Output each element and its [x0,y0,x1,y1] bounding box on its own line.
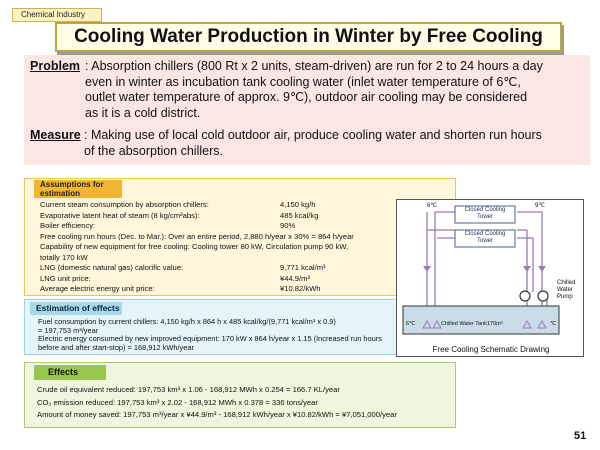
temp-right-top: 9℃ [535,203,546,209]
free-cooling-schematic [396,199,584,357]
effects-text [37,384,455,422]
assumption-value: ¥10.82/kWh [280,284,321,293]
tank-temp-left: 6℃ [406,321,416,327]
estimation-line: before and after start-stop) = 168,912 kWh/year [38,342,194,352]
assumption-value: 4,150 kg/h [280,200,316,209]
assumption-value: 9,771 kcal/m³ [280,263,326,272]
chilled-water-tank [403,306,559,334]
effects-line: Amount of money saved: 197,753 m³/year x ¥44.9/m³ - 168,912 kWh/year x ¥10.82/kWh = ¥7,051,000/year [37,410,397,419]
assumption-value: ¥44.9/m³ [280,273,310,283]
assumption-row [40,284,450,295]
tank-label: Chilled Water Tank [441,321,487,327]
estimation-line: = 197,753 m³/year [38,325,99,335]
tower-label-2: Closed Cooling Tower [464,231,506,244]
assumption-row [40,200,450,211]
assumption-label: LNG unit price: [40,273,91,283]
pump-label: Chilled Water Pump [557,280,576,300]
tank-temp-right: ℃ [550,321,557,327]
assumptions-tab: Assumptions for estimation [34,180,122,198]
measure-text: : Making use of local cold outdoor air, produce cooling water and shorten run hours of the absorption chillers. [84,128,542,158]
assumption-label: Free cooling run hours (Dec. to Mar.): Over an entire period, 2,880 h/year x 30% = 864 h/year [40,231,354,241]
measure-block [30,128,585,162]
page-title: Cooling Water Production in Winter by Free Cooling [55,22,562,52]
estimation-line: Electric energy consumed by new improved equipment: 170 kW x 864 h/year x 1.15 (Increased run hours [38,334,382,344]
assumption-label: Capability of new equipment for free cooling: Cooling tower 80 kW, Circulation pump 90 kW, [40,242,349,251]
estimation-line: Fuel consumption by current chillers: 4,150 kg/h x 864 h x 485 kcal/kg/(9,771 kcal/m³ x 0.9) [38,317,336,326]
assumption-row [40,263,450,274]
chilled-water-pump-2 [538,291,548,301]
assumption-label: Average electric energy unit price: [40,284,155,293]
assumption-value: 485 kcal/kg [280,210,319,220]
assumption-row [40,211,450,222]
measure-label: Measure [30,128,81,142]
assumption-row [40,253,450,264]
effects-line: Crude oil equivalent reduced: 197,753 km³ x 1.06 - 168,912 MWh x 0.254 = 166.7 KL/year [37,385,340,394]
assumption-row [40,221,450,232]
assumptions-list [40,200,450,295]
problem-block [30,59,585,129]
problem-measure-panel [24,55,590,165]
problem-text: : Absorption chillers (800 Rt x 2 units, steam-driven) are run for 2 to 24 hours a day even in winter as incubation tank cooling water (inlet water temperature of 6℃, outlet water temperature of approx. 9℃), outdoor air cooling may be considered as it is a cold district. [85,59,543,120]
assumption-label: Boiler efficiency: [40,221,96,230]
effects-tab: Effects [34,365,106,380]
tower-label-1: Closed Cooling Tower [464,207,506,220]
category-tag: Chemical Industry [12,8,102,22]
assumption-label: Evaporative latent heat of steam (8 kg/cm²abs): [40,210,200,220]
tank-volume: 170m³ [487,321,503,327]
assumption-label: totally 170 kW [40,252,88,262]
assumption-row [40,242,450,253]
schematic-caption: Free Cooling Schematic Drawing [432,345,550,354]
chilled-water-pump-1 [520,291,530,301]
estimation-text [38,318,452,352]
assumption-label: Current steam consumption by absorption chillers: [40,200,209,209]
problem-label: Problem [30,59,81,73]
temp-left-top: 6℃ [427,203,438,209]
effects-line: CO₂ emission reduced: 197,753 km³ x 2.02 - 168,912 MWh x 0.378 = 336 tons/year [37,397,318,407]
assumption-label: LNG (domestic natural gas) calorific value: [40,263,184,272]
assumption-row [40,232,450,243]
schematic-drawing [397,200,585,358]
assumption-value: 90% [280,221,296,230]
assumption-row [40,274,450,285]
page-number: 51 [574,430,587,442]
estimation-tab: Estimation of effects [30,302,122,315]
